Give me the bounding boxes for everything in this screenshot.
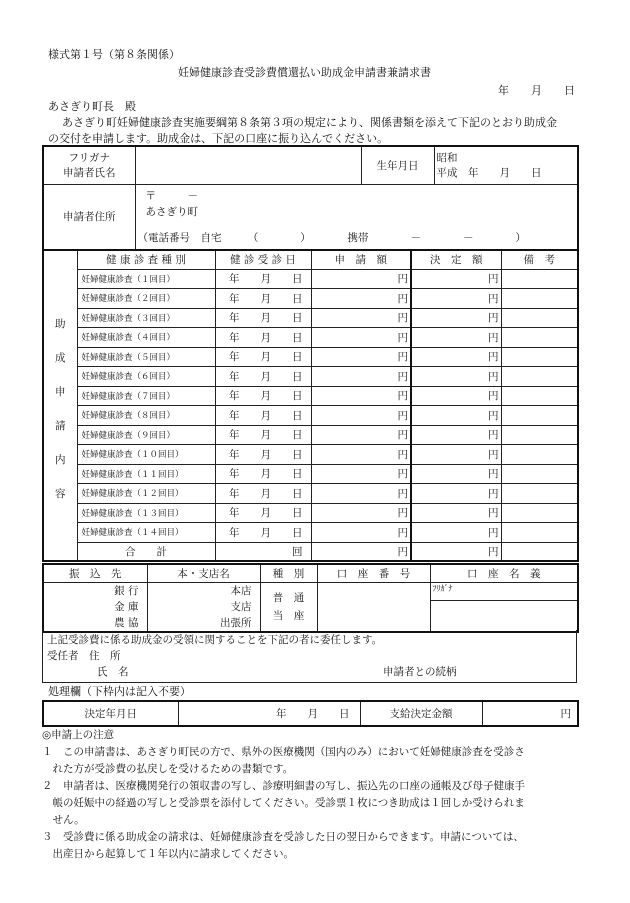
exam-table: [42, 249, 579, 562]
exam-date-field[interactable]: 年 月 日: [215, 367, 311, 387]
exam-date-field[interactable]: 年 月 日: [215, 464, 311, 484]
exam-type: 妊婦健康診査（２回目）: [77, 289, 215, 309]
header-bank: 振 込 先: [43, 564, 147, 582]
town-name: あさぎり町: [145, 205, 198, 218]
agent-name-label: 氏 名: [97, 666, 129, 678]
request-amount-field[interactable]: 円: [311, 367, 411, 387]
exam-row: [43, 386, 578, 406]
decided-amount-field: 円: [411, 328, 501, 348]
exam-date-field[interactable]: 年 月 日: [215, 445, 311, 465]
remarks-field: [501, 308, 578, 328]
holder-furigana-field[interactable]: ﾌﾘｶﾞﾅ: [430, 582, 578, 600]
exam-date-field[interactable]: 年 月 日: [215, 328, 311, 348]
total-request-field[interactable]: 円: [311, 542, 411, 561]
agent-label: 受任者: [47, 650, 79, 662]
birth-date-field[interactable]: [434, 146, 578, 184]
delegation-box: [43, 630, 577, 683]
decided-amount-field: 円: [411, 347, 501, 367]
exam-type: 妊婦健康診査（９回目）: [77, 425, 215, 445]
remarks-field: [501, 503, 578, 523]
request-amount-field[interactable]: 円: [311, 484, 411, 504]
request-amount-field[interactable]: 円: [311, 523, 411, 543]
notes-section: [42, 727, 525, 863]
remarks-field: [501, 484, 578, 504]
bank-table: [42, 563, 579, 633]
header-account-holder: 口 座 名 義: [430, 564, 578, 582]
bank-type-bank[interactable]: 銀 行: [114, 584, 139, 597]
bank-type-nokyo[interactable]: 農 協: [114, 616, 139, 629]
exam-date-field[interactable]: 年 月 日: [215, 425, 311, 445]
applicant-table: [42, 145, 579, 251]
side-char: 請: [55, 419, 66, 432]
request-amount-field[interactable]: 円: [311, 445, 411, 465]
request-amount-field[interactable]: 円: [311, 347, 411, 367]
exam-row: [43, 308, 578, 328]
remarks-field: [501, 328, 578, 348]
exam-type: 妊婦健康診査（５回目）: [77, 347, 215, 367]
processing-title: 処理欄（下枠内は記入不要）: [48, 685, 191, 698]
exam-date-field[interactable]: 年 月 日: [215, 386, 311, 406]
exam-date-field[interactable]: 年 月 日: [215, 406, 311, 426]
branch-main[interactable]: 本店: [230, 584, 252, 597]
side-char: 申: [55, 385, 66, 398]
header-decided-amount: 決 定 額: [411, 250, 501, 269]
request-amount-field[interactable]: 円: [311, 386, 411, 406]
request-amount-field[interactable]: 円: [311, 308, 411, 328]
header-account-number: 口 座 番 号: [317, 564, 430, 582]
exam-type: 妊婦健康診査（８回目）: [77, 406, 215, 426]
decided-amount-field: 円: [411, 503, 501, 523]
exam-type: 妊婦健康診査（１０回目）: [77, 445, 215, 465]
document-title: 妊婦健康診査受診費償還払い助成金申請書兼請求書: [178, 66, 431, 79]
request-amount-field[interactable]: 円: [311, 289, 411, 309]
form-number: 様式第１号（第８条関係）: [48, 48, 180, 61]
total-remarks-field: [501, 542, 578, 561]
delegation-statement: 上記受診費に係る助成金の受領に関することを下記の者に委任します。: [47, 634, 383, 646]
account-type-current[interactable]: 当 座: [272, 609, 305, 622]
exam-type: 妊婦健康診査（７回目）: [77, 386, 215, 406]
era-showa[interactable]: 昭和: [436, 152, 458, 165]
remarks-field: [501, 367, 578, 387]
decided-amount-field: 円: [411, 367, 501, 387]
agent-address-label: 住 所: [89, 650, 121, 662]
header-request-amount: 申 請 額: [311, 250, 411, 269]
amount-field: 円: [482, 701, 578, 726]
exam-row: [43, 503, 578, 523]
exam-type: 妊婦健康診査（４回目）: [77, 328, 215, 348]
request-amount-field[interactable]: 円: [311, 464, 411, 484]
exam-type: 妊婦健康診査（６回目）: [77, 367, 215, 387]
note-line: 出産日から起算して１年以内に請求してください。: [42, 848, 294, 860]
total-decided-field: 円: [411, 542, 501, 561]
remarks-field: [501, 464, 578, 484]
header-account-type: 種 別: [260, 564, 317, 582]
intro-line-2: の交付を申請します。助成金は、下記の口座に振り込んでください。: [48, 132, 389, 145]
request-amount-field[interactable]: 円: [311, 328, 411, 348]
phone-line[interactable]: （電話番号 自宅 （ ） 携帯 － － ）: [137, 231, 526, 244]
branch-office[interactable]: 出張所: [220, 616, 252, 629]
note-line: １ この申請書は、あさぎり町民の方で、県外の医療機関（国内のみ）において妊婦健康診査を受診さ: [42, 746, 525, 758]
exam-row: [43, 406, 578, 426]
era-heisei[interactable]: 平成: [436, 167, 458, 180]
exam-row: [43, 523, 578, 543]
exam-type: 妊婦健康診査（３回目）: [77, 308, 215, 328]
remarks-field: [501, 445, 578, 465]
applicant-name-label: [43, 146, 135, 184]
decided-amount-field: 円: [411, 484, 501, 504]
decided-amount-field: 円: [411, 406, 501, 426]
request-amount-field[interactable]: 円: [311, 269, 411, 289]
processing-table: [42, 700, 579, 727]
account-type-ordinary[interactable]: 普 通: [272, 591, 305, 604]
header-branch: 本・支店名: [147, 564, 260, 582]
note-line: れた方が受診費の払戻しを受けるための書類です。: [42, 763, 294, 775]
furigana-label: フリガナ: [68, 152, 110, 165]
remarks-field: [501, 425, 578, 445]
intro-line-1: あさぎり町妊婦健康診査実施要綱第８条第３項の規定により、関係書類を添えて下記のとおり助成金: [62, 116, 557, 129]
decision-date-field: 年 月 日: [178, 701, 360, 726]
postal-code[interactable]: 〒 －: [145, 189, 198, 202]
exam-date-field[interactable]: 年 月 日: [215, 347, 311, 367]
side-char: 成: [55, 351, 66, 364]
bank-type-shinkin[interactable]: 金 庫: [114, 600, 139, 613]
account-type-field[interactable]: [260, 582, 317, 632]
exam-side-label: [43, 250, 77, 561]
exam-row: [43, 328, 578, 348]
request-amount-field[interactable]: 円: [311, 503, 411, 523]
remarks-field: [501, 289, 578, 309]
decision-date-label: 決定年月日: [43, 701, 178, 726]
exam-date-field[interactable]: 年 月 日: [215, 289, 311, 309]
application-date[interactable]: 年 月 日: [498, 84, 575, 97]
exam-row: [43, 484, 578, 504]
exam-type: 妊婦健康診査（１２回目）: [77, 484, 215, 504]
request-amount-field[interactable]: 円: [311, 406, 411, 426]
exam-row: [43, 425, 578, 445]
decided-amount-field: 円: [411, 289, 501, 309]
total-label: 合 計: [77, 542, 215, 561]
addressee: あさぎり町長 殿: [48, 100, 136, 113]
exam-row: [43, 367, 578, 387]
note-line: ３ 受診費に係る助成金の請求は、妊婦健康診査を受診した日の翌日からできます。申請については、: [42, 831, 524, 843]
header-exam-date: 健 診 受 診 日: [215, 250, 311, 269]
header-exam-type: 健 康 診 査 種 別: [77, 250, 215, 269]
exam-row: [43, 347, 578, 367]
bank-type-field[interactable]: [43, 582, 147, 632]
exam-date-field[interactable]: 年 月 日: [215, 269, 311, 289]
relation-label: 申請者との続柄: [383, 666, 457, 678]
decided-amount-field: 円: [411, 445, 501, 465]
exam-row: [43, 289, 578, 309]
amount-label: 支給決定金額: [360, 701, 482, 726]
note-line: ２ 申請者は、医療機関発行の領収書の写し、診療明細書の写し、振込先の口座の通帳及び母子健康手: [42, 780, 525, 792]
exam-type: 妊婦健康診査（１１回目）: [77, 464, 215, 484]
remarks-field: [501, 347, 578, 367]
address-field[interactable]: [135, 184, 578, 250]
note-line: 帳の妊娠中の経過の写しと受診票を添付してください。受診票１枚につき助成は１回しか受けられま: [42, 797, 525, 809]
delegation-table: [42, 630, 577, 683]
decided-amount-field: 円: [411, 464, 501, 484]
branch-sub[interactable]: 支店: [230, 600, 252, 613]
exam-date-field[interactable]: 年 月 日: [215, 523, 311, 543]
applicant-name-field[interactable]: [135, 146, 361, 184]
decided-amount-field: 円: [411, 269, 501, 289]
holder-name-field[interactable]: [430, 600, 578, 632]
remarks-field: [501, 386, 578, 406]
request-amount-field[interactable]: 円: [311, 425, 411, 445]
exam-date-field[interactable]: 年 月 日: [215, 503, 311, 523]
decided-amount-field: 円: [411, 425, 501, 445]
decided-amount-field: 円: [411, 523, 501, 543]
birth-ymd: 年 月 日: [468, 167, 542, 180]
exam-date-field[interactable]: 年 月 日: [215, 484, 311, 504]
decided-amount-field: 円: [411, 308, 501, 328]
exam-date-field[interactable]: 年 月 日: [215, 308, 311, 328]
account-number-field[interactable]: [317, 582, 430, 632]
address-label: 申請者住所: [43, 184, 135, 250]
total-row: [43, 542, 578, 561]
side-char: 容: [55, 487, 66, 500]
total-count-field[interactable]: 回: [215, 542, 311, 561]
notes-title: ◎申請上の注意: [42, 729, 115, 741]
branch-type-field[interactable]: [147, 582, 260, 632]
exam-type: 妊婦健康診査（１回目）: [77, 269, 215, 289]
name-label: 申請者氏名: [63, 167, 116, 180]
remarks-field: [501, 269, 578, 289]
exam-row: [43, 269, 578, 289]
side-char: 助: [55, 317, 66, 330]
exam-row: [43, 445, 578, 465]
remarks-field: [501, 523, 578, 543]
birth-label: 生年月日: [361, 146, 434, 184]
header-remarks: 備 考: [501, 250, 578, 269]
decided-amount-field: 円: [411, 386, 501, 406]
exam-type: 妊婦健康診査（１３回目）: [77, 503, 215, 523]
exam-row: [43, 464, 578, 484]
remarks-field: [501, 406, 578, 426]
note-line: せん。: [42, 814, 85, 826]
side-char: 内: [55, 453, 66, 466]
exam-type: 妊婦健康診査（１４回目）: [77, 523, 215, 543]
